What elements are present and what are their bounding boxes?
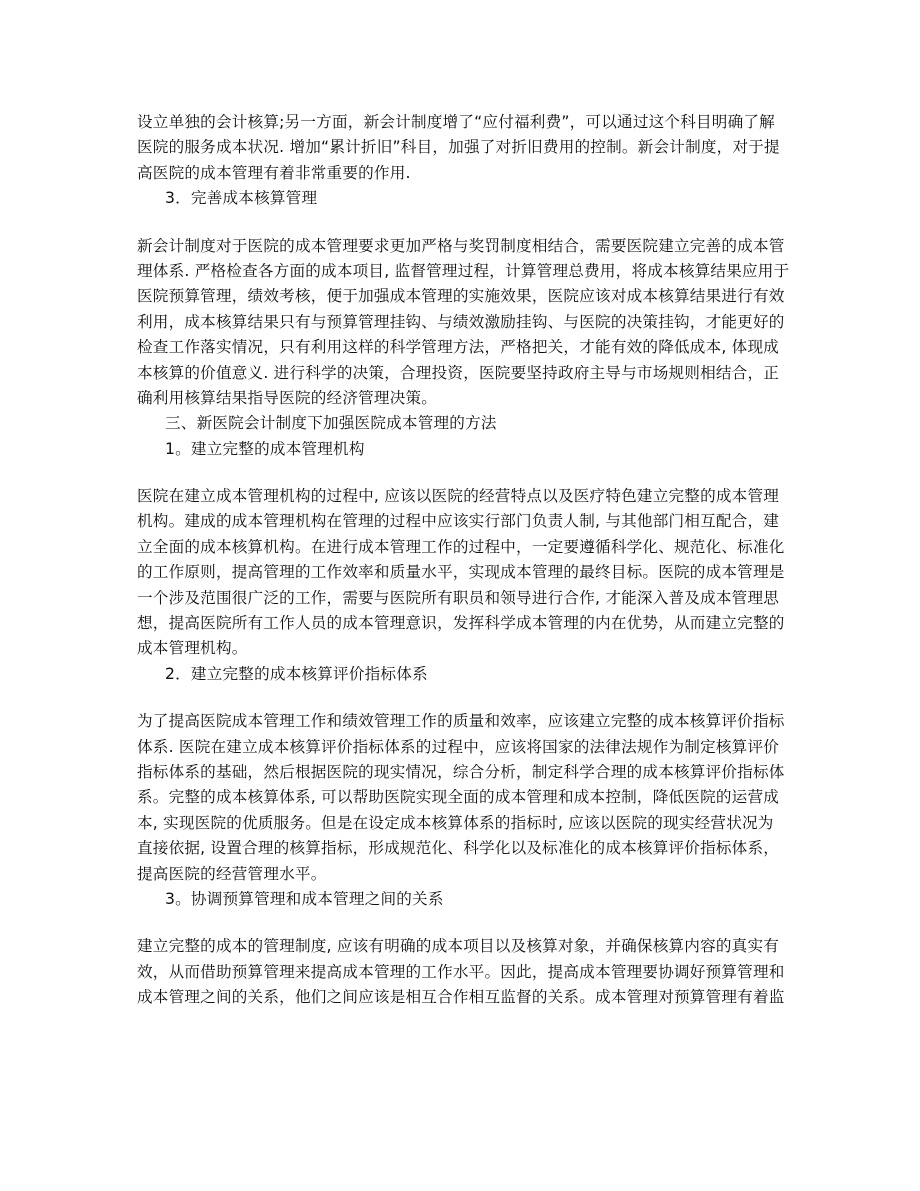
text-line: 理体系. 严格检查各方面的成本项目, 监督管理过程，计算管理总费用，将成本核算结果应用于 xyxy=(137,261,790,280)
paragraph-intro xyxy=(137,110,787,186)
paragraph-cost-accounting xyxy=(137,234,790,412)
text-line: 确利用核算结果指导医院的经济管理决策。 xyxy=(137,388,438,407)
paragraph-management-organization xyxy=(137,484,787,662)
text-line: 高医院的成本管理有着非常重要的作用. xyxy=(137,163,411,182)
subheading-1: 1。建立完整的成本管理机构 xyxy=(165,439,365,458)
spacer xyxy=(137,687,787,709)
text-line: 机构。建成的成本管理机构在管理的过程中应该实行部门负责人制, 与其他部门相互配合，建 xyxy=(137,512,780,531)
text-line: 检查工作落实情况，只有利用这样的科学管理方法，严格把关，才能有效的降低成本, 体现成 xyxy=(137,338,780,357)
text-line: 成本管理机构。 xyxy=(137,639,248,658)
text-line: 医院的服务成本状况. 增加“累计折旧”科目，加强了对折旧费用的控制。新会计制度，对于提 xyxy=(137,138,780,157)
text-line: 利用，成本核算结果只有与预算管理挂钩、与绩效激励挂钩、与医院的决策挂钩，才能更好的 xyxy=(137,312,785,331)
text-line: 为了提高医院成本管理工作和绩效管理工作的质量和效率，应该建立完整的成本核算评价指标 xyxy=(137,712,785,731)
spacer xyxy=(137,912,787,934)
text-line: 立全面的成本核算机构。在进行成本管理工作的过程中，一定要遵循科学化、规范化、标准化 xyxy=(137,537,785,556)
text-line: 体系. 医院在建立成本核算评价指标体系的过程中，应该将国家的法律法规作为制定核算评价 xyxy=(137,737,780,756)
text-line: 提高医院的经营管理水平。 xyxy=(137,864,327,883)
spacer xyxy=(137,212,787,234)
text-line: 医院在建立成本管理机构的过程中, 应该以医院的经营特点以及医疗特色建立完整的成本管理 xyxy=(137,487,780,506)
text-line: 一个涉及范围很广泛的工作，需要与医院所有职员和领导进行合作, 才能深入普及成本管理思 xyxy=(137,588,780,607)
text-line: 医院预算管理，绩效考核，便于加强成本管理的实施效果，医院应该对成本核算结果进行有效 xyxy=(137,287,785,306)
text-line: 本核算的价值意义. 进行科学的决策，合理投资，医院要坚持政府主导与市场规则相结合，正 xyxy=(137,363,780,382)
paragraph-evaluation-system xyxy=(137,709,787,887)
text-line: 指标体系的基础，然后根据医院的现实情况，综合分析，制定科学合理的成本核算评价指标体 xyxy=(137,762,785,781)
text-line: 效，从而借助预算管理来提高成本管理的工作水平。因此，提高成本管理要协调好预算管理和 xyxy=(137,962,785,981)
subheading-3: 3。协调预算管理和成本管理之间的关系 xyxy=(165,889,444,908)
spacer xyxy=(137,462,787,484)
text-line: 直接依据, 设置合理的核算指标，形成规范化、科学化以及标准化的成本核算评价指标体系， xyxy=(137,839,780,858)
text-line: 的工作原则，提高管理的工作效率和质量水平，实现成本管理的最终目标。医院的成本管理是 xyxy=(137,563,785,582)
text-line: 设立单独的会计核算;另一方面，新会计制度增了“应付福利费”，可以通过这个科目明确了解 xyxy=(137,113,775,131)
paragraph-budget-coordination xyxy=(137,934,787,1010)
text-line: 建立完整的成本的管理制度, 应该有明确的成本项目以及核算对象，并确保核算内容的真实有 xyxy=(137,937,780,956)
text-line: 新会计制度对于医院的成本管理要求更加严格与奖罚制度相结合，需要医院建立完善的成本管 xyxy=(137,236,785,255)
text-line: 想，提高医院所有工作人员的成本管理意识，发挥科学成本管理的内在优势，从而建立完整的 xyxy=(137,614,785,633)
section-heading-3: 三、新医院会计制度下加强医院成本管理的方法 xyxy=(165,414,497,433)
text-line: 成本管理之间的关系，他们之间应该是相互合作相互监督的关系。成本管理对预算管理有着监 xyxy=(137,988,785,1007)
subheading-2: 2．建立完整的成本核算评价指标体系 xyxy=(165,664,428,683)
subheading-perfect-cost-accounting: 3．完善成本核算管理 xyxy=(165,189,318,208)
text-line: 本, 实现医院的优质服务。但是在设定成本核算体系的指标时, 应该以医院的现实经营状况为 xyxy=(137,813,774,832)
text-line: 系。完整的成本核算体系, 可以帮助医院实现全面的成本管理和成本控制，降低医院的运营成 xyxy=(137,788,780,807)
document-body xyxy=(137,110,790,1011)
